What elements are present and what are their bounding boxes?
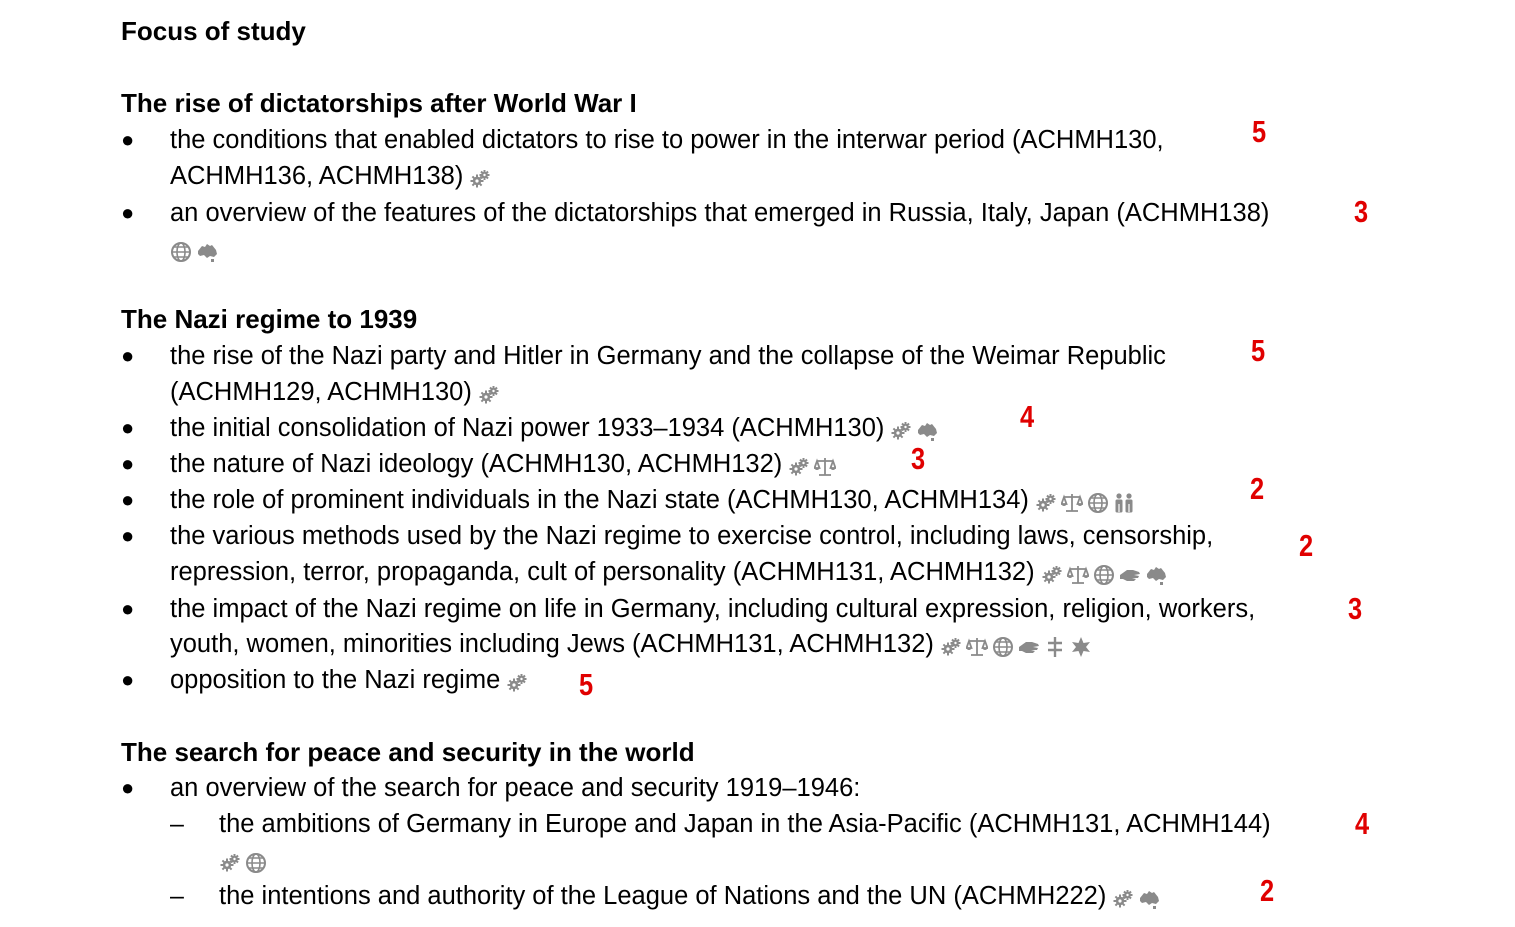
list-item-text: an overview of the features of the dictatorships that emerged in Russia, Italy, Japan (ACHMH138) [170, 199, 1270, 227]
sub-item-text: the ambitions of Germany in Europe and Japan in the Asia-Pacific (ACHMH131, ACHMH144) [219, 810, 1271, 838]
rating-number: 5 [579, 667, 594, 702]
rating-number: 2 [1260, 873, 1275, 908]
list-item-text-cont: repression, terror, propaganda, cult of personality (ACHMH131, ACHMH132) [170, 557, 1171, 589]
globe-icon [245, 852, 267, 874]
list-item-text-cont: ACHMH136, ACHMH138) [170, 161, 495, 193]
list-item-text-cont [170, 234, 222, 266]
gears-icon [506, 672, 528, 694]
australia-icon [916, 420, 938, 442]
bullet-marker: ● [121, 127, 135, 152]
icon-group [1035, 487, 1139, 517]
gears-icon [940, 636, 962, 658]
icon-group [788, 451, 840, 481]
page-title: Focus of study [121, 16, 306, 46]
globe-icon [170, 241, 192, 263]
bullet-marker: ● [121, 596, 135, 621]
gears-icon [1112, 888, 1134, 910]
sub-item-text-cont [219, 845, 271, 877]
bullet-marker: ● [121, 667, 135, 692]
list-item-text: the impact of the Nazi regime on life in Germany, including cultural expression, religion, workers, [170, 595, 1256, 623]
gears-icon [890, 420, 912, 442]
bullet-marker: ● [121, 200, 135, 225]
gears-icon [1041, 564, 1063, 586]
list-item-text: the initial consolidation of Nazi power 1933–1934 (ACHMH130) [170, 413, 942, 445]
bullet-marker: ● [121, 415, 135, 440]
icon-group [469, 163, 495, 193]
scales-icon [1061, 492, 1083, 514]
rating-number: 2 [1250, 471, 1265, 506]
gears-icon [1035, 492, 1057, 514]
list-item-text-cont: (ACHMH129, ACHMH130) [170, 377, 504, 409]
section-heading: The search for peace and security in the world [121, 737, 695, 767]
list-item-text: the conditions that enabled dictators to rise to power in the interwar period (ACHMH130, [170, 126, 1164, 154]
hand-icon [1119, 564, 1141, 586]
bullet-marker: ● [121, 487, 135, 512]
hand-icon [1018, 636, 1040, 658]
icon-group [1112, 883, 1164, 913]
list-item-text: the nature of Nazi ideology (ACHMH130, ACHMH132) [170, 449, 840, 481]
list-item-text-cont: youth, women, minorities including Jews (ACHMH131, ACHMH132) [170, 629, 1096, 661]
list-item-text: opposition to the Nazi regime [170, 665, 532, 697]
list-item-text: the various methods used by the Nazi regime to exercise control, including laws, censorship, [170, 522, 1214, 550]
globe-icon [1093, 564, 1115, 586]
gears-icon [788, 456, 810, 478]
list-item-text: the role of prominent individuals in the Nazi state (ACHMH130, ACHMH134) [170, 485, 1139, 517]
bullet-marker: ● [121, 523, 135, 548]
bullet-marker: ● [121, 343, 135, 368]
icon-group [940, 631, 1096, 661]
gears-icon [219, 852, 241, 874]
australia-icon [196, 241, 218, 263]
scales-icon [1067, 564, 1089, 586]
bullet-marker: ● [121, 451, 135, 476]
rating-number: 5 [1252, 114, 1267, 149]
list-item-text: an overview of the search for peace and security 1919–1946: [170, 774, 861, 802]
star-icon [1070, 636, 1092, 658]
section-heading: The Nazi regime to 1939 [121, 304, 418, 334]
icon-group [1041, 559, 1171, 589]
list-item-text: the rise of the Nazi party and Hitler in Germany and the collapse of the Weimar Republic [170, 342, 1166, 370]
globe-icon [992, 636, 1014, 658]
scales-icon [966, 636, 988, 658]
gears-icon [478, 384, 500, 406]
icon-group [170, 236, 222, 266]
cross-icon [1044, 636, 1066, 658]
icon-group [478, 379, 504, 409]
rating-number: 3 [911, 441, 926, 476]
australia-icon [1145, 564, 1167, 586]
australia-icon [1138, 888, 1160, 910]
rating-number: 5 [1251, 333, 1266, 368]
rating-number: 3 [1348, 591, 1363, 626]
dash-marker: – [170, 882, 184, 910]
rating-number: 2 [1299, 528, 1314, 563]
section-heading: The rise of dictatorships after World War I [121, 88, 637, 118]
people-icon [1113, 492, 1135, 514]
rating-number: 4 [1355, 806, 1370, 841]
dash-marker: – [170, 810, 184, 838]
globe-icon [1087, 492, 1109, 514]
icon-group [219, 847, 271, 877]
icon-group [506, 667, 532, 697]
gears-icon [469, 168, 491, 190]
rating-number: 4 [1020, 399, 1035, 434]
bullet-marker: ● [121, 775, 135, 800]
scales-icon [814, 456, 836, 478]
sub-item-text: the intentions and authority of the League of Nations and the UN (ACHMH222) [219, 881, 1164, 913]
rating-number: 3 [1354, 194, 1369, 229]
